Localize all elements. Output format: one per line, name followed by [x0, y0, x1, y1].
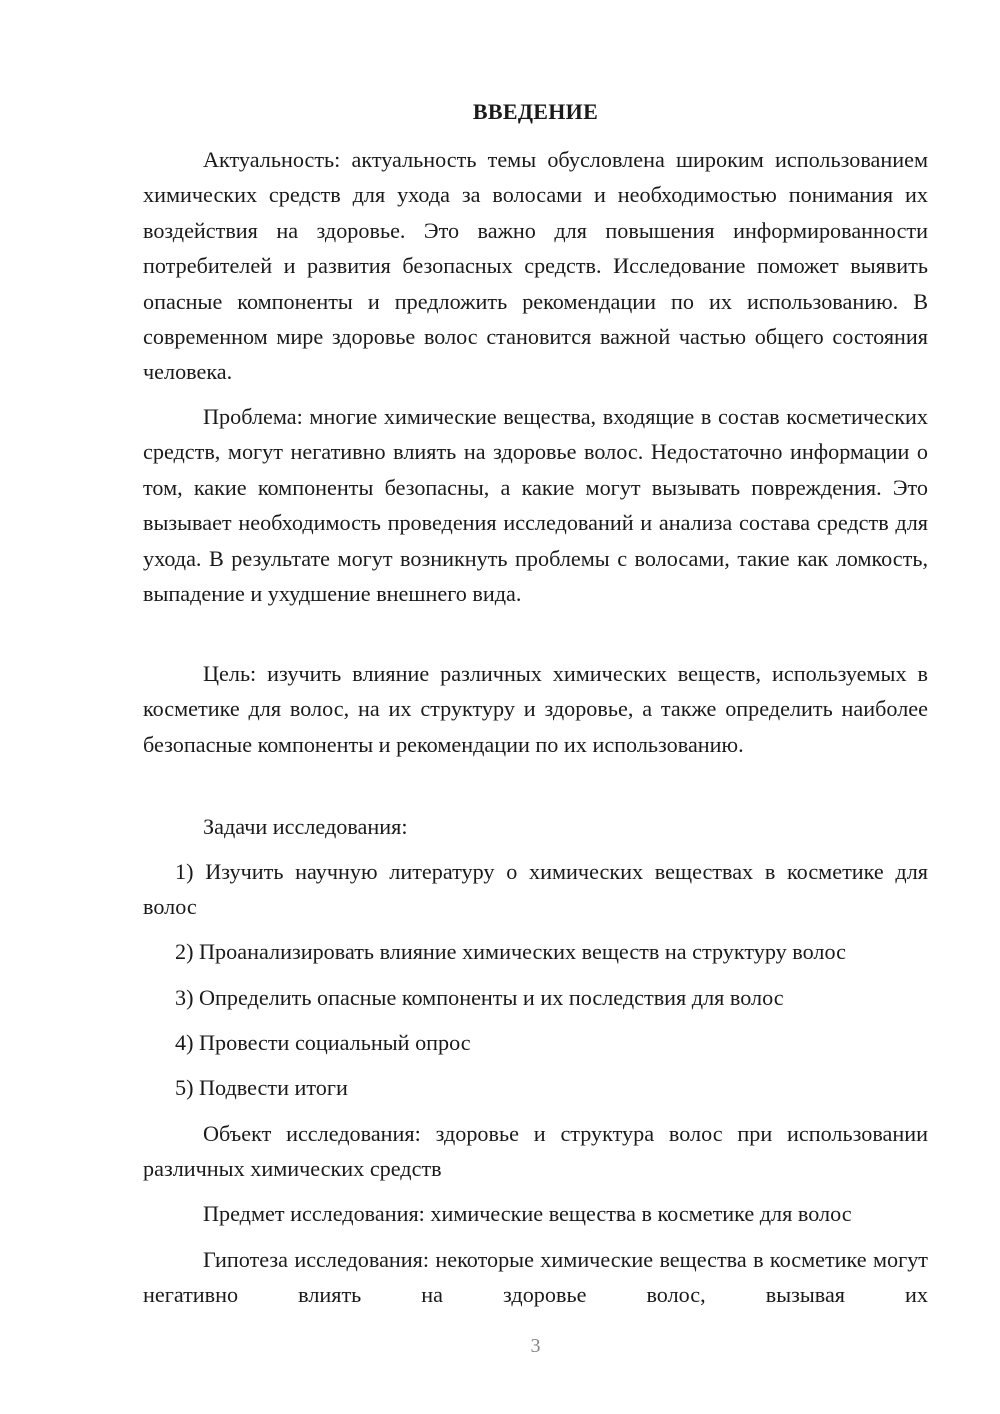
- document-page: [143, 0, 928, 1414]
- list-item: 2) Проанализировать влияние химических веществ на структуру волос: [175, 939, 846, 964]
- paragraph-problem: Проблема: многие химические вещества, входящие в состав косметических средств, могут негативно влиять на здоровье волос. Недостаточно информации о том, какие компоненты безопасны, а какие могут вызывать повреждения. Это вызывает необходимость проведения исследований и анализа состава средств для ухода. В результате могут возникнуть проблемы с волосами, такие как ломкость, выпадение и ухудшение внешнего вида.: [143, 404, 928, 607]
- list-item: 4) Провести социальный опрос: [175, 1030, 471, 1055]
- list-item: 3) Определить опасные компоненты и их последствия для волос: [175, 985, 784, 1010]
- list-item: 5) Подвести итоги: [175, 1075, 348, 1100]
- list-item: 1) Изучить научную литературу о химических веществах в косметике для волос: [143, 859, 928, 920]
- paragraph-relevance: Актуальность: актуальность темы обусловлена широким использованием химических средств для ухода за волосами и необходимостью понимания их воздействия на здоровье. Это важно для повышения информированности потребителей и развития безопасных средств. Исследование поможет выявить опасные компоненты и предложить рекомендации по их использованию. В современном мире здоровье волос становится важной частью общего состояния человека.: [143, 147, 928, 385]
- paragraph-tasks-heading: Задачи исследования:: [203, 814, 408, 839]
- paragraph-goal: Цель: изучить влияние различных химических веществ, используемых в косметике для волос, на их структуру и здоровье, а также определить наиболее безопасные компоненты и рекомендации по их использованию.: [143, 661, 928, 757]
- section-title: ВВЕДЕНИЕ: [472, 99, 599, 124]
- page-number: 3: [530, 1335, 541, 1357]
- paragraph-subject: Предмет исследования: химические вещества в косметике для волос: [203, 1201, 852, 1226]
- paragraph-hypothesis: Гипотеза исследования: некоторые химические вещества в косметике могут негативно влиять на здоровье волос, вызывая их: [143, 1247, 928, 1308]
- paragraph-object: Объект исследования: здоровье и структура волос при использовании различных химических средств: [143, 1121, 928, 1182]
